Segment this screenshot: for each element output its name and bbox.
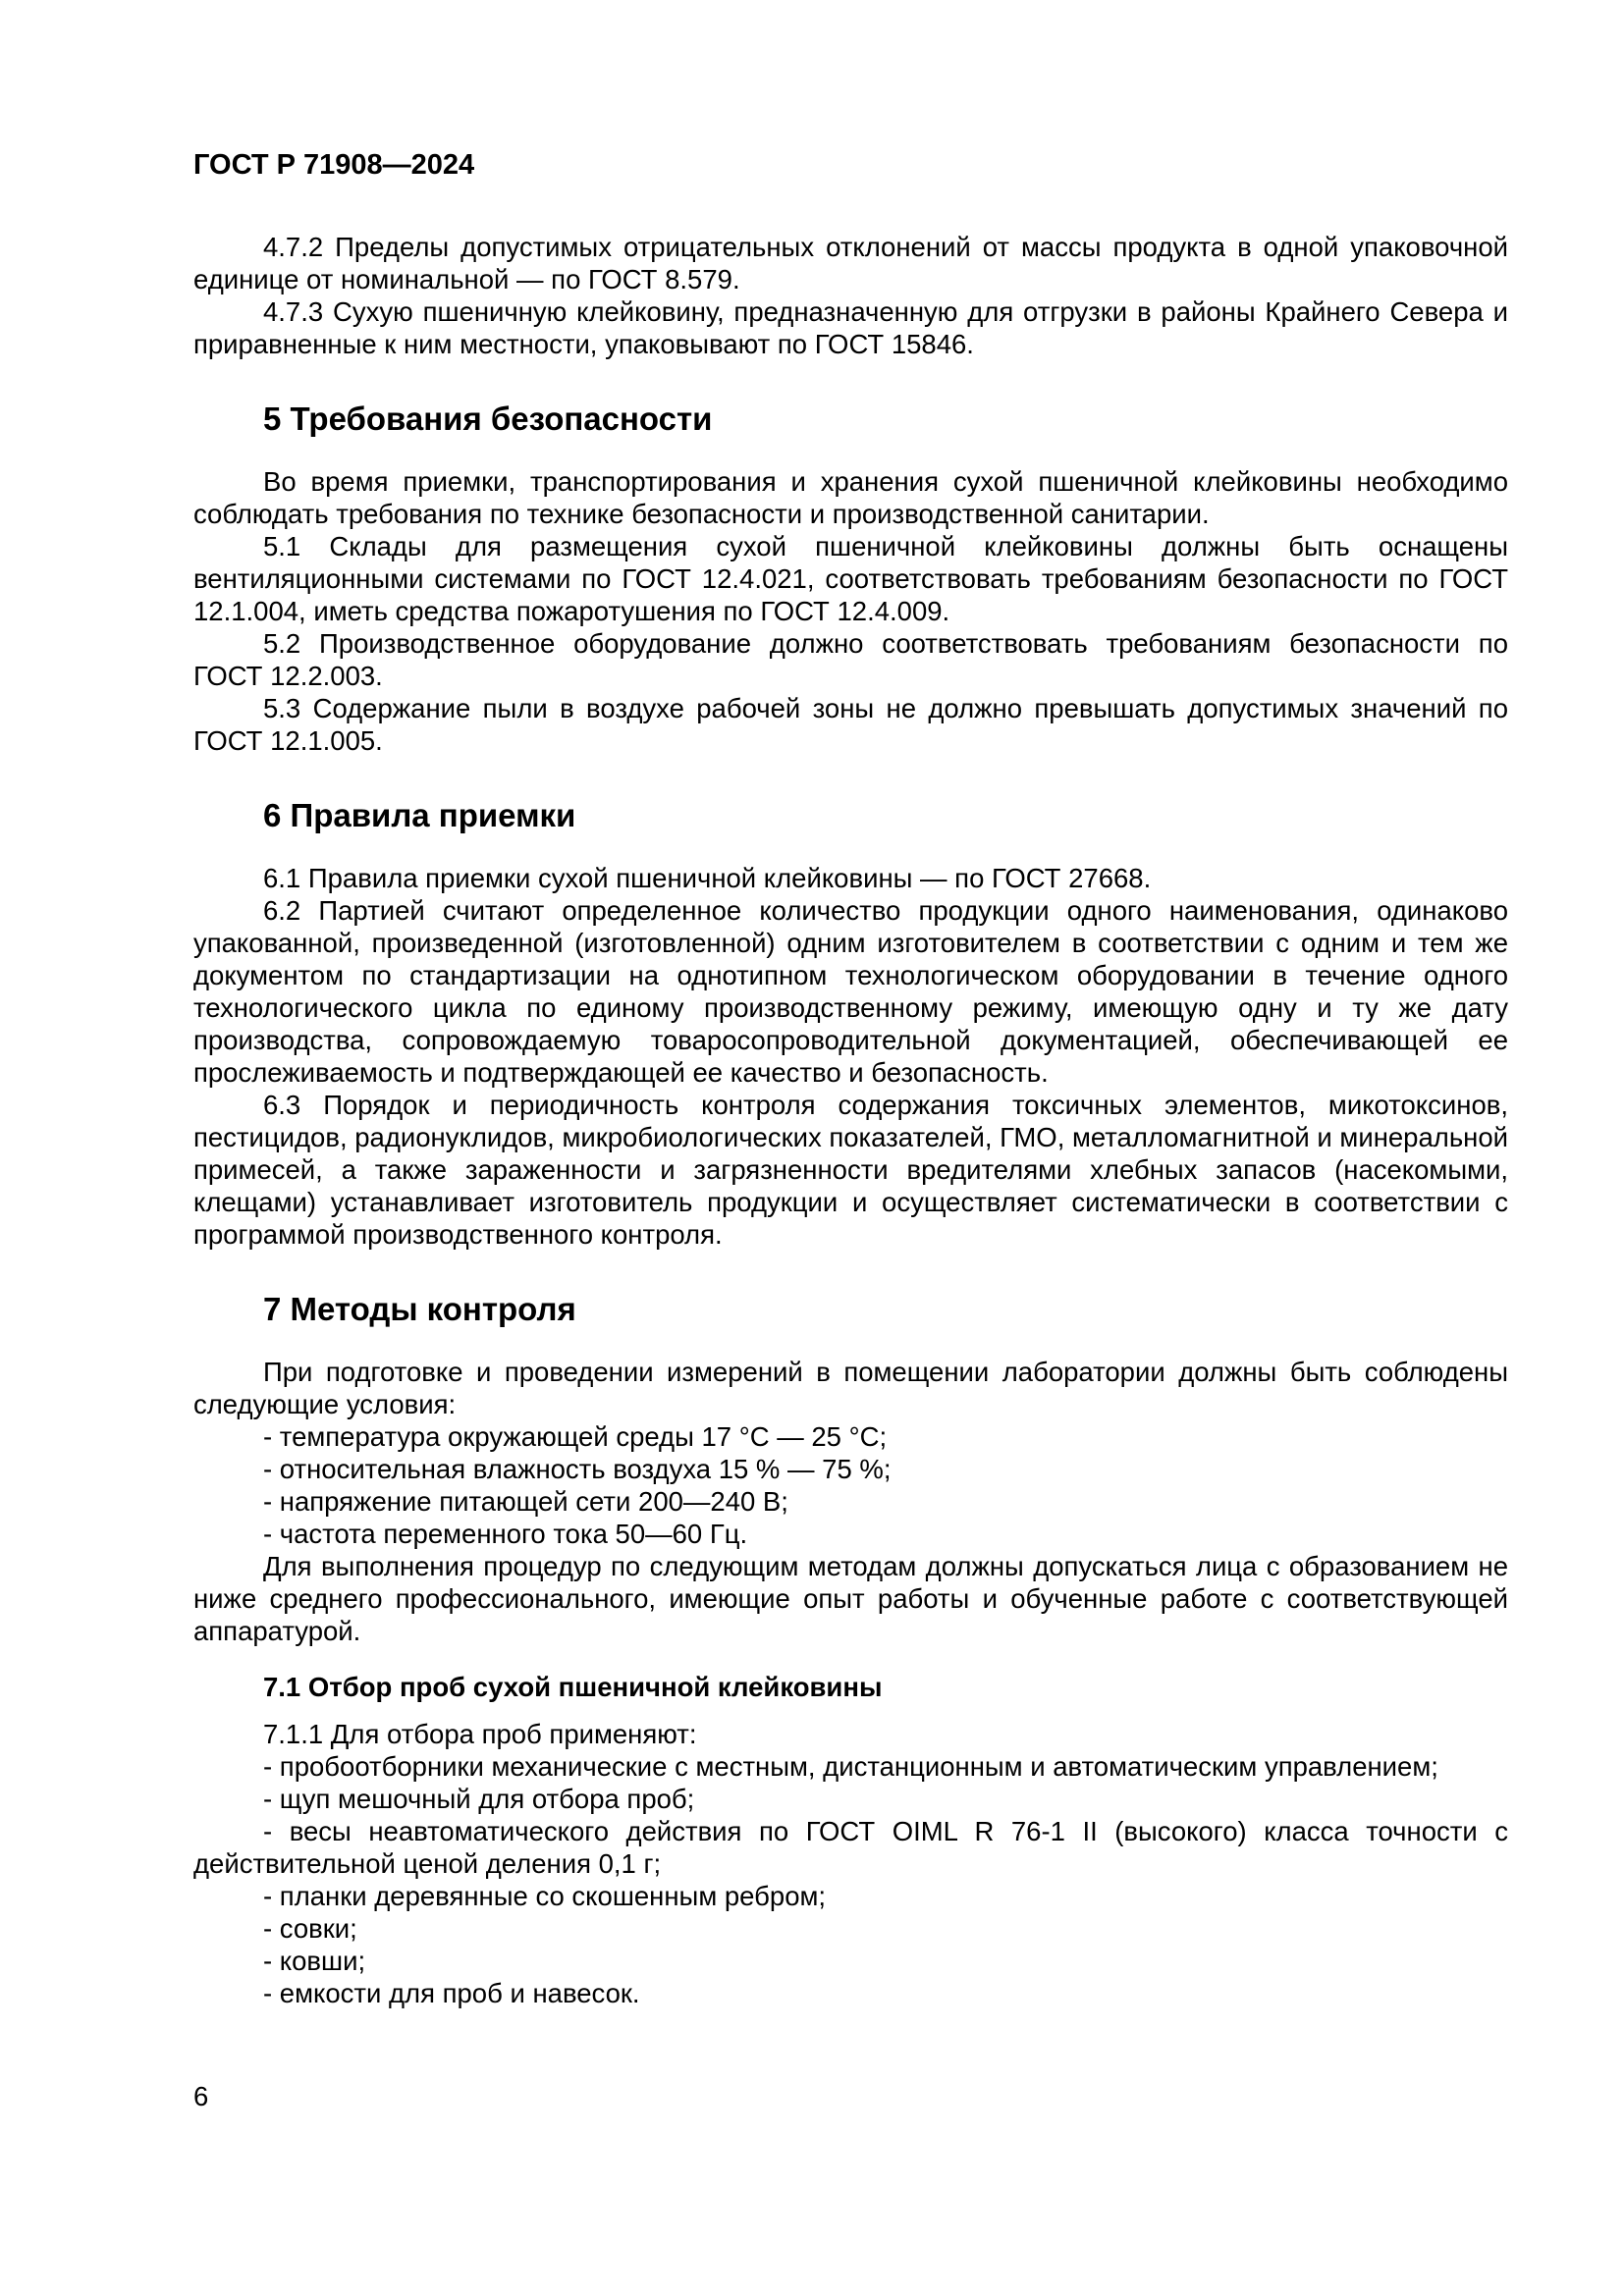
list-item: - весы неавтоматического действия по ГОСТ OIML R 76-1 II (высокого) класса точности с действительной ценой деления 0,1 г;	[193, 1816, 1508, 1879]
document-body	[193, 231, 1508, 2009]
list-item: - относительная влажность воздуха 15 % — 75 %;	[263, 1454, 892, 1484]
list-item: - температура окружающей среды 17 °C — 25 °C;	[263, 1421, 888, 1452]
paragraph: 6.1 Правила приемки сухой пшеничной клейковины — по ГОСТ 27668.	[263, 863, 1152, 893]
paragraph: 5.3 Содержание пыли в воздухе рабочей зоны не должно превышать допустимых значений по ГОСТ 12.1.005.	[193, 693, 1508, 756]
document-content	[193, 149, 1508, 2009]
list-item: - емкости для проб и навесок.	[263, 1978, 640, 2008]
paragraph: 4.7.2 Пределы допустимых отрицательных отклонений от массы продукта в одной упаковочной единице от номинальной — по ГОСТ 8.579.	[193, 232, 1508, 294]
paragraph: При подготовке и проведении измерений в помещении лаборатории должны быть соблюдены следующие условия:	[193, 1357, 1508, 1419]
list-item: - напряжение питающей сети 200—240 В;	[263, 1486, 788, 1517]
list-item: - ковши;	[263, 1946, 366, 1976]
subsection-heading: 7.1 Отбор проб сухой пшеничной клейковины	[263, 1672, 883, 1702]
paragraph: 7.1.1 Для отбора проб применяют:	[263, 1719, 697, 1749]
paragraph: 5.2 Производственное оборудование должно соответствовать требованиям безопасности по ГОСТ 12.2.003.	[193, 628, 1508, 691]
paragraph: Для выполнения процедур по следующим методам должны допускаться лица с образованием не ниже среднего профессионального, имеющие опыт работы и обученные работе с соответствующей аппаратурой.	[193, 1551, 1508, 1646]
list-item: - щуп мешочный для отбора проб;	[263, 1784, 695, 1814]
paragraph: 6.2 Партией считают определенное количество продукции одного наименования, одинаково упакованной, произведенной (изготовленной) одним изготовителем в соответствии с одним и тем же документом по стандартизации на однотипном технологическом оборудовании в течение одного технологического цикла по единому производственному режиму, имеющую одну и ту же дату производства, сопровождаемую товаросопроводительной документацией, обеспечивающей ее прослеживаемость и подтверждающей ее качество и безопасность.	[193, 895, 1508, 1088]
document-code: ГОСТ Р 71908—2024	[193, 149, 475, 181]
list-item: - планки деревянные со скошенным ребром;	[263, 1881, 827, 1911]
paragraph: 6.3 Порядок и периодичность контроля содержания токсичных элементов, микотоксинов, пестицидов, радионуклидов, микробиологических показателей, ГМО, металломагнитной и минеральной примесей, а также зараженности и загрязненности вредителями хлебных запасов (насекомыми, клещами) устанавливает изготовитель продукции и осуществляет систематически в соответствии с программой производственного контроля.	[193, 1090, 1508, 1250]
paragraph: 4.7.3 Сухую пшеничную клейковину, предназначенную для отгрузки в районы Крайнего Севера и приравненные к ним местности, упаковывают по ГОСТ 15846.	[193, 296, 1508, 359]
section-heading: 6 Правила приемки	[263, 797, 576, 833]
list-item: - совки;	[263, 1913, 357, 1944]
paragraph: Во время приемки, транспортирования и хранения сухой пшеничной клейковины необходимо соблюдать требования по технике безопасности и производственной санитарии.	[193, 466, 1508, 529]
section-heading: 5 Требования безопасности	[263, 400, 713, 437]
section-heading: 7 Методы контроля	[263, 1291, 576, 1327]
page-number: 6	[193, 2081, 209, 2111]
list-item: - частота переменного тока 50—60 Гц.	[263, 1519, 748, 1549]
paragraph: 5.1 Склады для размещения сухой пшеничной клейковины должны быть оснащены вентиляционными системами по ГОСТ 12.4.021, соответствовать требованиям безопасности по ГОСТ 12.1.004, иметь средства пожаротушения по ГОСТ 12.4.009.	[193, 531, 1508, 626]
list-item: - пробоотборники механические с местным, дистанционным и автоматическим управлением;	[263, 1751, 1438, 1782]
